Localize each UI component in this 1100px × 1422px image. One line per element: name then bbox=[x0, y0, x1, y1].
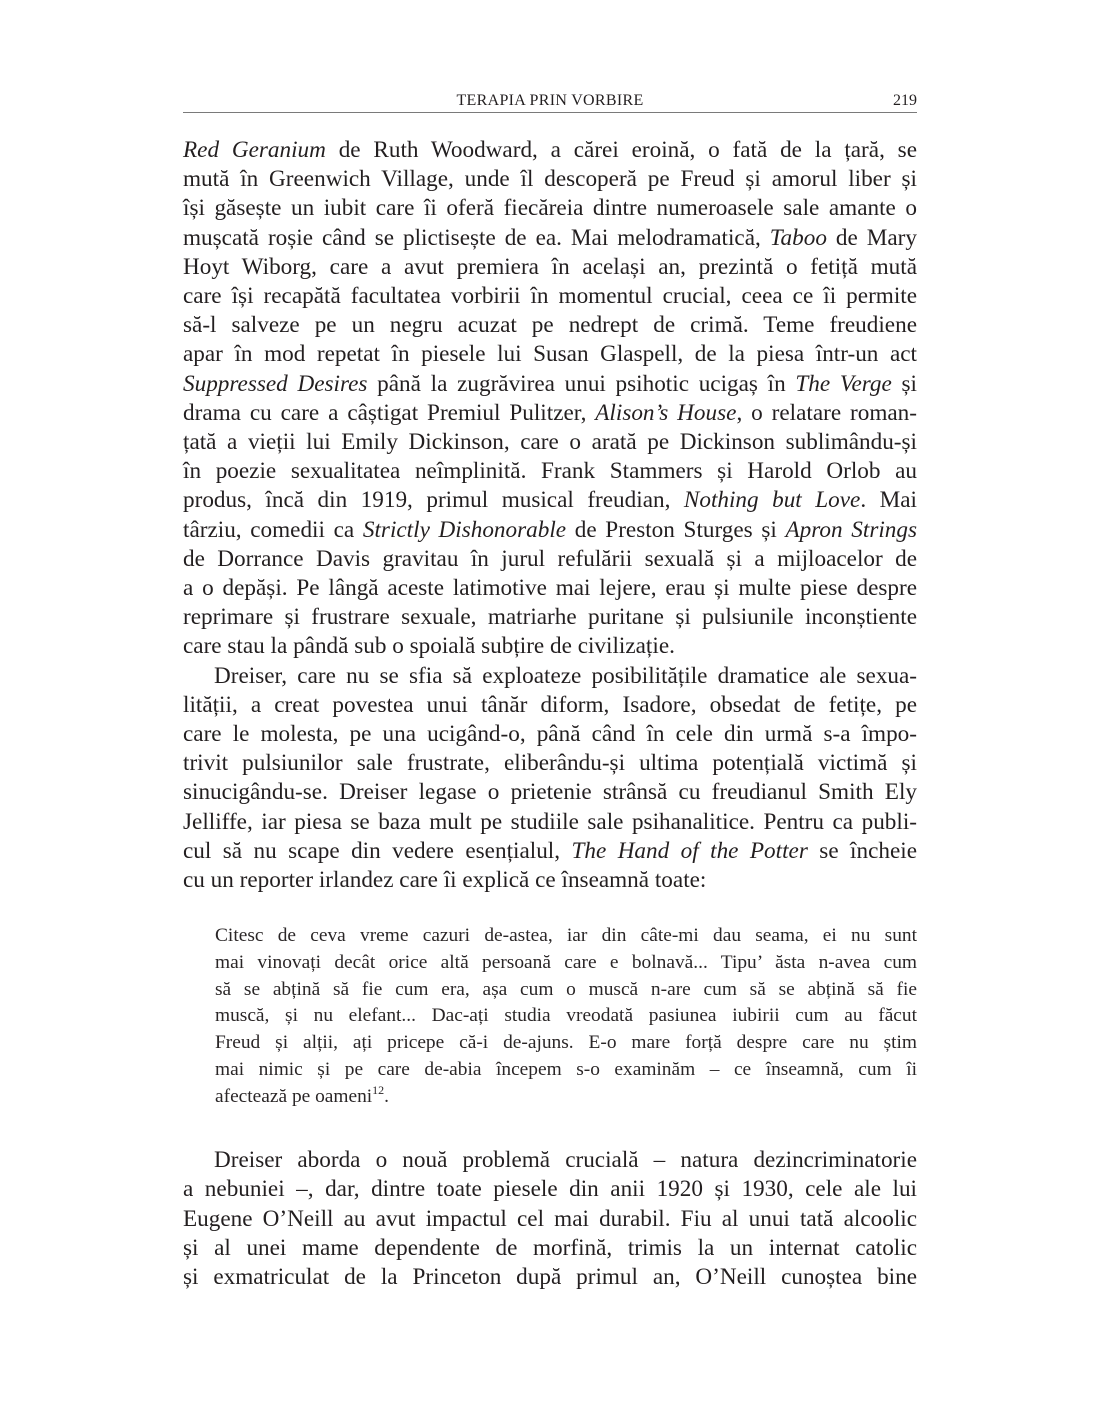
text-line: de Dorrance Davis gravitau în jurul refulării sexuală și a mijloacelor de bbox=[183, 545, 917, 572]
title-italic: Strictly Dishonorable bbox=[362, 516, 567, 543]
text-line: își găsește un iubit care îi oferă fiecăreia dintre numeroasele sale amante o bbox=[183, 195, 917, 222]
text-line: cu un reporter irlandez care îi explică ce înseamnă toate: bbox=[183, 867, 707, 894]
title-italic: Taboo bbox=[769, 224, 827, 251]
title-italic: Red Geranium bbox=[183, 137, 326, 163]
text-line: care stau la pândă sub o spoială subțire de civilizație. bbox=[183, 633, 675, 660]
text-span: afectează pe oameni bbox=[215, 1085, 373, 1107]
footnote-reference[interactable]: 12 bbox=[372, 1082, 385, 1097]
text-span: de Ruth Woodward, a cărei eroină, o fată de la țară, se bbox=[325, 137, 917, 163]
text-line: Eugene O’Neill au avut impactul cel mai durabil. Fiu al unui tată alcoolic bbox=[183, 1205, 917, 1232]
text-span: drama cu care a câștigat Premiul Pulitzer, bbox=[183, 399, 596, 426]
text-line: lității, a creat povestea unui tânăr diform, Isadore, obsedat de fetițe, pe bbox=[183, 691, 917, 718]
running-header bbox=[183, 90, 917, 113]
text-line bbox=[183, 136, 917, 165]
running-title: TERAPIA PRIN VORBIRE bbox=[456, 92, 644, 109]
text-line bbox=[183, 224, 917, 253]
text-line bbox=[183, 399, 917, 428]
text-span: de Preston Sturges și bbox=[566, 516, 786, 543]
text-line: Dreiser aborda o nouă problemă crucială – natura dezincriminatorie bbox=[214, 1147, 917, 1174]
quote-line: să se abțină să fie cum era, așa cum o muscă n-are cum să se abțină să fie bbox=[215, 978, 917, 1000]
text-line: să-l salveze pe un negru acuzat pe nedrept de crimă. Teme freudiene bbox=[183, 312, 917, 339]
text-span: se încheie bbox=[807, 837, 917, 864]
text-line bbox=[183, 486, 917, 515]
title-italic: The Verge bbox=[795, 370, 892, 397]
text-line: a nebuniei –, dar, dintre toate piesele din anii 1920 și 1930, cele ale lui bbox=[183, 1176, 917, 1203]
text-line: Jelliffe, iar piesa se baza mult pe studiile sale psihanalitice. Pentru ca publi- bbox=[183, 808, 917, 835]
paragraph-2 bbox=[183, 662, 917, 896]
text-span: până la zugrăvirea unui psihotic ucigaș în bbox=[367, 370, 796, 397]
text-line bbox=[183, 837, 917, 866]
text-span: mușcată roșie când se plictisește de ea. Mai melodramatică, bbox=[183, 224, 770, 251]
text-line: care își recapătă facultatea vorbirii în momentul crucial, ceea ce îi permite bbox=[183, 283, 917, 310]
title-italic: Suppressed Desires bbox=[183, 370, 368, 397]
text-line: care le molesta, pe una ucigând-o, până când în cele din urmă s-a împo- bbox=[183, 721, 917, 748]
quote-line: muscă, și nu elefant... Dac-ați studia vreodată pasiunea iubirii cum au făcut bbox=[215, 1005, 917, 1027]
quote-line bbox=[215, 1084, 917, 1111]
title-italic: Alison’s House bbox=[595, 399, 737, 426]
text-line: sinucigându-se. Dreiser legase o prietenie strânsă cu freudianul Smith Ely bbox=[183, 779, 917, 806]
text-span: cul să nu scape din vedere esențialul, bbox=[183, 837, 572, 864]
title-italic: The Hand of the Potter bbox=[571, 837, 808, 864]
text-line bbox=[183, 370, 917, 399]
page-number: 219 bbox=[893, 92, 917, 109]
quote-line: mai nimic și pe care de-abia începem s-o examinăm – ce înseamnă, cum îi bbox=[215, 1058, 917, 1080]
body-text bbox=[183, 136, 917, 1292]
text-span: produs, încă din 1919, primul musical freudian, bbox=[183, 487, 684, 514]
text-span: , o relatare roman- bbox=[736, 399, 917, 426]
text-span: și bbox=[891, 370, 918, 397]
paragraph-3 bbox=[183, 1146, 917, 1292]
text-line: apar în mod repetat în piesele lui Susan Glaspell, de la piesa într-un act bbox=[183, 341, 917, 368]
title-italic: Nothing but Love bbox=[683, 487, 861, 514]
text-line: Hoyt Wiborg, care a avut premiera în același an, prezintă o fetiță mută bbox=[183, 253, 917, 280]
quote-line: Freud și alții, ați pricepe că-i de-ajuns. E-o mare forță despre care nu știm bbox=[215, 1032, 917, 1054]
text-line: mută în Greenwich Village, unde îl descoperă pe Freud și amorul liber și bbox=[183, 166, 917, 193]
title-italic: Apron Strings bbox=[785, 516, 918, 543]
text-line: trivit pulsiunilor sale frustrate, eliberându-și ultima potențială victimă și bbox=[183, 750, 917, 777]
text-span: . bbox=[384, 1085, 390, 1107]
text-line: în poezie sexualitatea neîmplinită. Frank Stammers și Harold Orlob au bbox=[183, 458, 917, 485]
block-quote bbox=[215, 923, 917, 1110]
text-line: și exmatriculat de la Princeton după primul an, O’Neill cunoștea bine bbox=[183, 1264, 917, 1291]
text-span: . Mai bbox=[860, 487, 917, 514]
quote-line: Citesc de ceva vreme cazuri de-astea, iar din câte-mi dau seama, ei nu sunt bbox=[215, 925, 917, 947]
text-span: târziu, comedii ca bbox=[183, 516, 363, 543]
text-line bbox=[183, 516, 917, 545]
text-span: de Mary bbox=[826, 224, 917, 251]
quote-line: mai vinovați decât orice altă persoană care e bolnavă... Tipu’ ăsta n-avea cum bbox=[215, 951, 917, 973]
text-line: țată a vieții lui Emily Dickinson, care o arată pe Dickinson sublimându-și bbox=[183, 429, 917, 456]
text-line: reprimare și frustrare sexuale, matriarhe puritane și pulsiunile inconștiente bbox=[183, 604, 917, 631]
paragraph-1 bbox=[183, 136, 917, 662]
text-line: Dreiser, care nu se sfia să exploateze posibilitățile dramatice ale sexua- bbox=[214, 662, 917, 689]
text-line: și al unei mame dependente de morfină, trimis la un internat catolic bbox=[183, 1234, 917, 1261]
text-line: a o depăși. Pe lângă aceste latimotive mai lejere, erau și multe piese despre bbox=[183, 575, 917, 602]
